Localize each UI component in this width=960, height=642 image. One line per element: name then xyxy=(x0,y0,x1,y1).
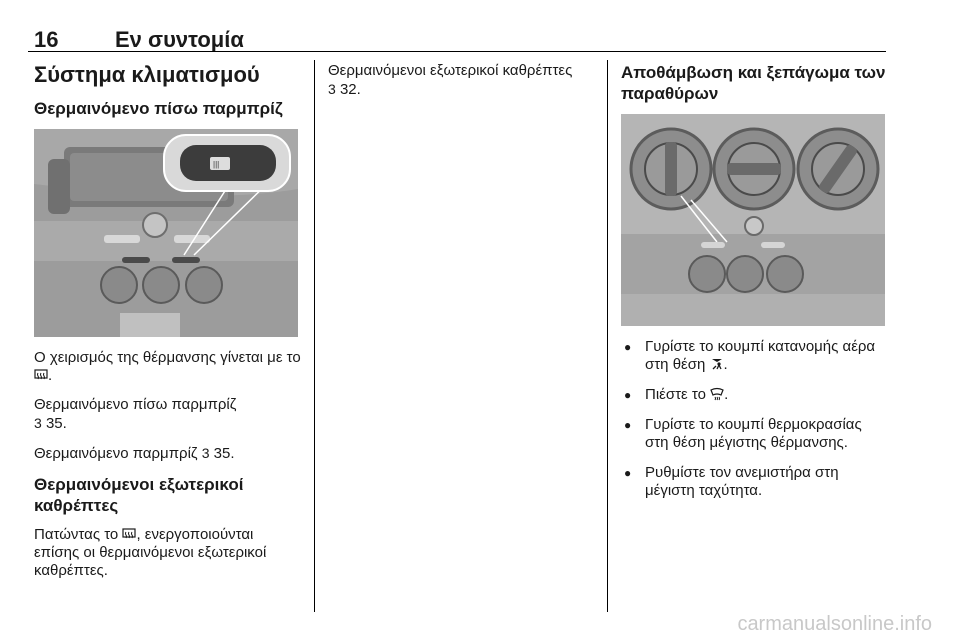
list-item: ● Γυρίστε το κουμπί κατανομής αέρα στη θέση . xyxy=(621,338,887,374)
column-divider-2 xyxy=(607,60,608,612)
page-number: 16 xyxy=(34,27,59,52)
defog-steps-list xyxy=(621,338,887,500)
column-1 xyxy=(34,62,302,591)
para-ref-mirrors: Θερμαινόμενοι εξωτερικοί καθρέπτες 3 32. xyxy=(328,62,573,98)
svg-text:|||: ||| xyxy=(213,160,220,169)
rear-defrost-icon xyxy=(34,368,48,382)
page-ref-link[interactable]: 35. xyxy=(45,415,67,432)
subheading-mirrors: Θερμαινόμενοι εξωτερικοί καθρέπτες xyxy=(34,475,244,515)
para-ref-windscreen: Θερμαινόμενο παρμπρίζ 3 35. xyxy=(34,445,235,462)
page-ref-link[interactable]: 35. xyxy=(213,445,235,462)
column-2 xyxy=(328,62,594,110)
column-divider-1 xyxy=(314,60,315,612)
climate-controls-illustration xyxy=(621,114,885,326)
arrow-ref-icon: 3 xyxy=(201,445,210,461)
windscreen-defrost-icon xyxy=(710,387,724,401)
page-header xyxy=(0,0,960,52)
section-title: Σύστημα κλιματισμού xyxy=(34,62,260,87)
para-control: Ο χειρισμός της θέρμανσης γίνεται με το . xyxy=(34,349,301,384)
para-ref-rear-window: Θερμαινόμενο πίσω παρμπρίζ 3 35. xyxy=(34,396,237,432)
list-item: ● Ρυθμίστε τον ανεμιστήρα στη μέγιστη ταχύτητα. xyxy=(621,464,887,500)
column-3 xyxy=(621,62,887,512)
subheading-rear-window: Θερμαινόμενο πίσω παρμπρίζ xyxy=(34,99,283,118)
para-mirrors: Πατώντας το , ενεργοποιούνται επίσης οι θερμαινόμενοι εξωτερικοί καθρέπτες. xyxy=(34,526,267,579)
list-item: ● Γυρίστε το κουμπί θερμοκρασίας στη θέση μέγιστης θέρμανσης. xyxy=(621,416,887,452)
watermark: carmanualsonline.info xyxy=(737,613,932,635)
list-item: ● Πιέστε το . xyxy=(621,386,887,404)
page-ref-link[interactable]: 32. xyxy=(339,81,361,98)
arrow-ref-icon: 3 xyxy=(328,81,336,97)
subheading-defog: Αποθάμβωση και ξεπάγωμα των παραθύρων xyxy=(621,63,886,103)
air-distribution-icon xyxy=(710,357,724,371)
dashboard-rear-defrost-illustration xyxy=(34,129,298,337)
running-title: Εν συντομία xyxy=(115,27,244,52)
rear-defrost-icon xyxy=(122,527,136,541)
header-rule xyxy=(28,51,886,52)
arrow-ref-icon: 3 xyxy=(34,415,42,431)
